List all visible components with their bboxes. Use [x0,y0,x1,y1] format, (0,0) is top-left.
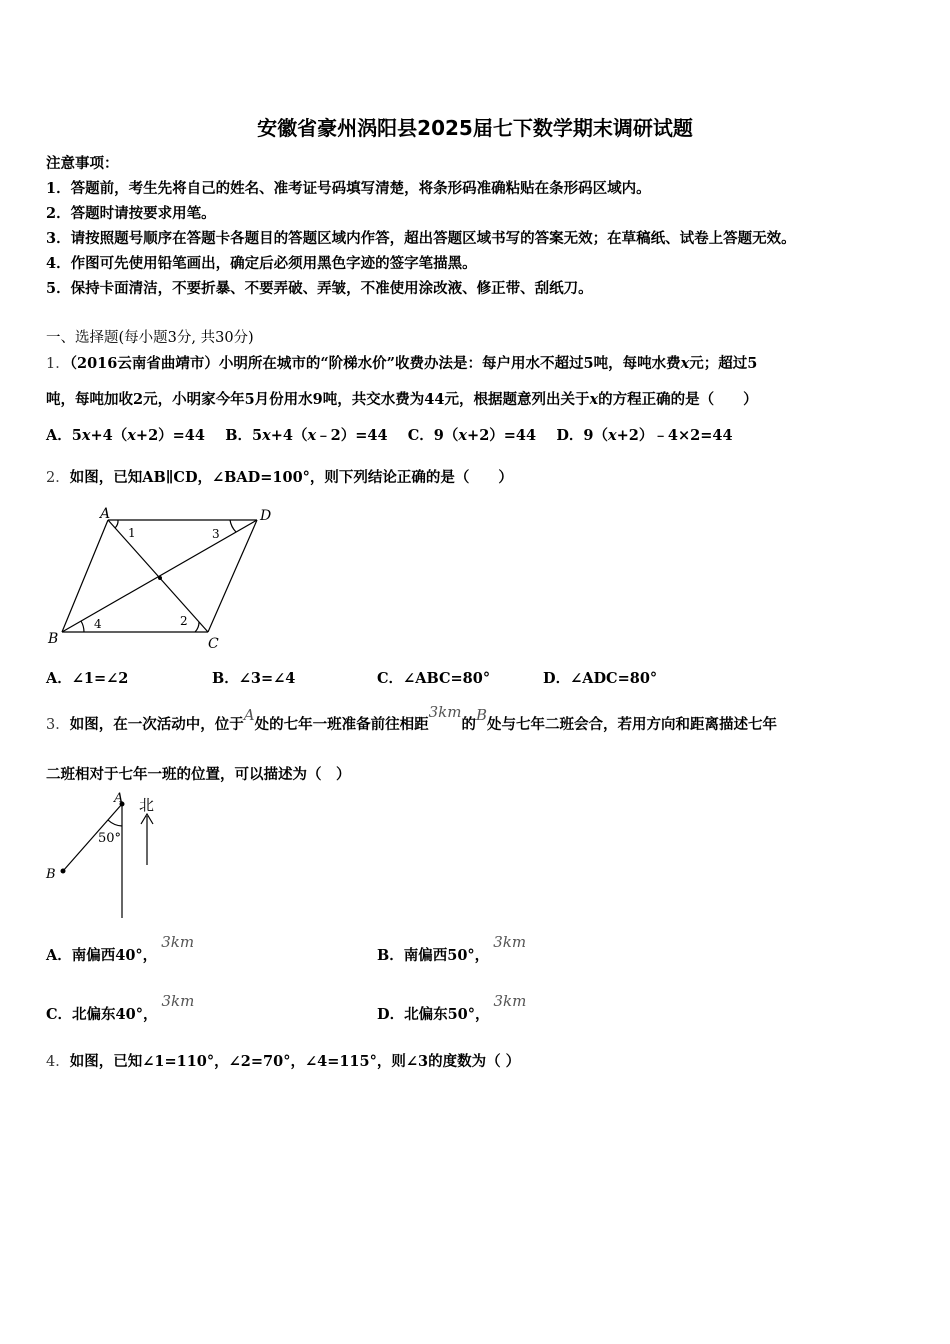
notice-item-1: 1．答题前，考生先将自己的姓名、准考证号码填写清楚，将条形码准确粘贴在条形码区域内。 [46,180,651,197]
angle-1-arc [115,520,118,528]
notice-item-4: 4．作图可先使用铅笔画出，确定后必须用黑色字迹的签字笔描黑。 [46,255,477,272]
label-north: 北 [139,796,155,814]
question-1-line-2: 吨，每吨加收2元，小明家今年5月份用水9吨，共交水费为44元，根据题意列出关于x的方程正确的是（ ） [46,391,758,408]
label-angle-50: 50° [98,831,122,846]
intersection-point [158,576,162,580]
label-b: B [46,867,56,882]
q2-option-d[interactable]: D．∠ADC=80° [543,670,658,687]
label-c: C [208,636,219,652]
section-heading: 一、选择题(每小题3分, 共30分) [46,330,254,346]
page-title: 安徽省豪州涡阳县2025届七下数学期末调研试题 [257,116,693,140]
q1-option-c[interactable]: C．9（x+2）=44 [407,427,537,444]
label-angle-1: 1 [128,526,136,540]
question-2-stem: 2．如图，已知AB∥CD，∠BAD=100°，则下列结论正确的是（ ） [46,469,513,486]
question-1-line-1: 1．（2016云南省曲靖市）小明所在城市的“阶梯水价”收费办法是：每户用水不超过5吨，每吨水费x元；超过5 [46,355,758,372]
diagonal-bd [62,520,257,632]
angle-2-arc [195,622,199,632]
label-a: A [114,791,124,806]
diagonal-ac [108,520,208,632]
label-b: B [48,631,59,647]
angle-4-arc [81,621,84,632]
label-angle-2: 2 [180,614,188,628]
segment-ba [62,520,108,632]
q3-option-a[interactable]: A．南偏西40°，3km [46,933,195,964]
question-1-options [46,424,733,445]
direction-figure [40,790,180,925]
point-b [61,869,66,874]
notice-item-2: 2．答题时请按要求用笔。 [46,205,216,222]
q2-option-a[interactable]: A．∠1=∠2 [46,670,129,687]
label-d: D [260,508,272,524]
notice-item-3: 3．请按照题号顺序在答题卡各题目的答题区域内作答，超出答题区域书写的答案无效；在草稿纸、试卷上答题无效。 [46,230,796,247]
angle-3-arc [230,520,236,532]
parallelogram-figure [40,500,290,660]
q3-option-c[interactable]: C．北偏东40°，3km [46,992,195,1023]
angle-arc-50 [108,820,122,826]
question-1-number: 1． [46,356,70,372]
label-angle-3: 3 [212,527,220,541]
notice-item-5: 5．保持卡面清洁，不要折暴、不要弄破、弄皱，不准使用涂改液、修正带、刮纸刀。 [46,280,593,297]
q1-option-a[interactable]: A．5x+4（x+2）=44 [46,427,205,444]
notice-heading: 注意事项： [46,155,119,172]
q3-option-b[interactable]: B．南偏西50°，3km [377,933,527,964]
question-4-number: 4． [46,1054,70,1070]
question-3-line-2: 二班相对于七年一班的位置，可以描述为（ ） [46,766,351,783]
question-4-stem: 4．如图，已知∠1=110°，∠2=70°，∠4=115°，则∠3的度数为（ ） [46,1053,521,1070]
q3-option-d[interactable]: D．北偏东50°，3km [377,992,527,1023]
q1-option-d[interactable]: D．9（x+2）﹣4×2=44 [556,427,733,444]
question-2-number: 2． [46,470,70,486]
question-3-line-1: 3．如图，在一次活动中，位于A处的七年一班准备前往相距3km的B处与七年二班会合，若用方向和距离描述七年 [46,703,777,733]
label-angle-4: 4 [94,617,102,631]
q2-option-c[interactable]: C．∠ABC=80° [377,670,491,687]
q1-option-b[interactable]: B．5x+4（x﹣2）=44 [225,427,388,444]
question-3-number: 3． [46,717,70,733]
q2-option-b[interactable]: B．∠3=∠4 [212,670,296,687]
label-a: A [100,506,111,522]
